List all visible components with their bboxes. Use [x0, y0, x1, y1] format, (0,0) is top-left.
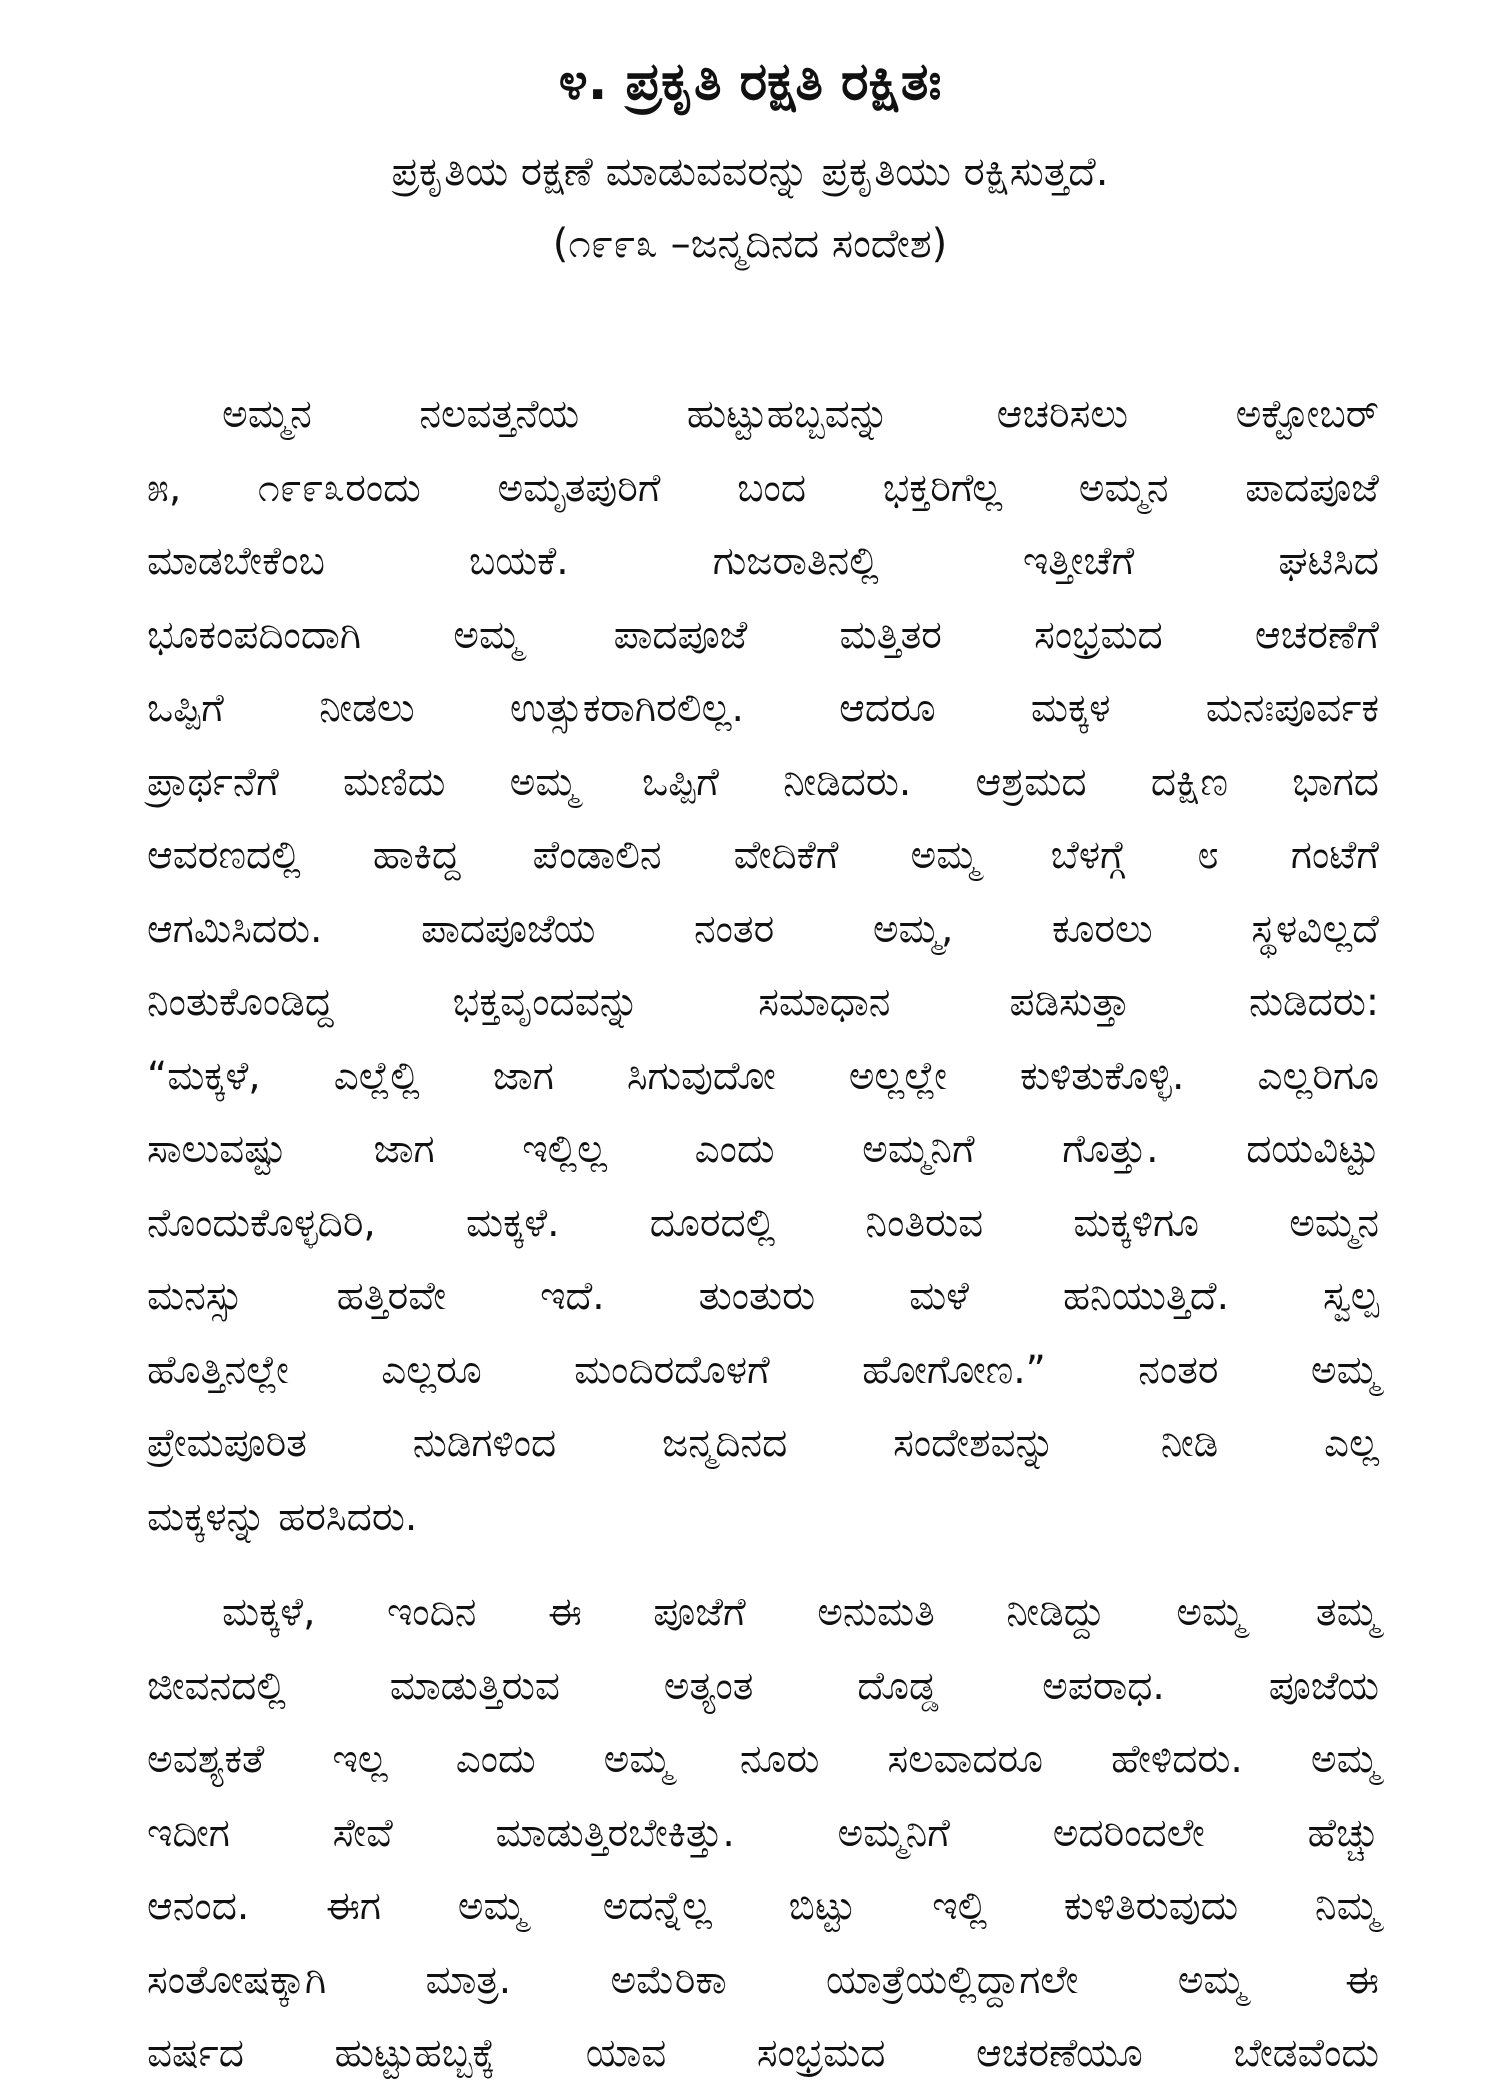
text-line: ಭೂಕಂಪದಿಂದಾಗಿ ಅಮ್ಮ ಪಾದಪೂಜೆ ಮತ್ತಿತರ ಸಂಭ್ರಮದ ಆಚರಣೆಗೆ: [147, 612, 1379, 658]
text-line: ೫, ೧೯೯೩ರಂದು ಅಮೃತಪುರಿಗೆ ಬಂದ ಭಕ್ತರಿಗೆಲ್ಲ ಅಮ್ಮನ ಪಾದಪೂಜೆ: [147, 465, 1379, 511]
text-line: ಮಾಡಬೇಕೆಂಬ ಬಯಕೆ. ಗುಜರಾತಿನಲ್ಲಿ ಇತ್ತೀಚೆಗೆ ಘಟಿಸಿದ: [147, 539, 1379, 584]
text-line: ನಿಂತುಕೊಂಡಿದ್ದ ಭಕ್ತವೃಂದವನ್ನು ಸಮಾಧಾನ ಪಡಿಸುತ್ತಾ ನುಡಿದರು:: [147, 980, 1379, 1025]
text-line: ಪ್ರಾರ್ಥನೆಗೆ ಮಣಿದು ಅಮ್ಮ ಒಪ್ಪಿಗೆ ನೀಡಿದರು. ಆಶ್ರಮದ ದಕ್ಷಿಣ ಭಾಗದ: [147, 759, 1379, 805]
chapter-subtitle: ಪ್ರಕೃತಿಯ ರಕ್ಷಣೆ ಮಾಡುವವರನ್ನು ಪ್ರಕೃತಿಯು ರಕ್ಷಿಸುತ್ತದೆ.: [391, 149, 1109, 195]
text-line: ವರ್ಷದ ಹುಟ್ಟುಹಬ್ಬಕ್ಕೆ ಯಾವ ಸಂಭ್ರಮದ ಆಚರಣೆಯೂ ಬೇಡವೆಂದು: [147, 2031, 1379, 2076]
body-text: [147, 378, 1379, 2091]
text-line: ಹೊತ್ತಿನಲ್ಲೇ ಎಲ್ಲರೂ ಮಂದಿರದೊಳಗೆ ಹೋಗೋಣ.” ನಂತರ ಅಮ್ಮ: [147, 1347, 1379, 1393]
chapter-occasion: (೧೯೯೩ –ಜನ್ಮದಿನದ ಸಂದೇಶ): [552, 221, 948, 267]
text-line: “ಮಕ್ಕಳೆ, ಎಲ್ಲೆಲ್ಲಿ ಜಾಗ ಸಿಗುವುದೋ ಅಲ್ಲಲ್ಲೇ ಕುಳಿತುಕೊಳ್ಳಿ. ಎಲ್ಲರಿಗೂ: [147, 1053, 1379, 1099]
chapter-title: ೪. ಪ್ರಕೃತಿ ರಕ್ಷತಿ ರಕ್ಷಿತಃ: [558, 52, 942, 112]
text-line: ಸಾಲುವಷ್ಟು ಜಾಗ ಇಲ್ಲಿಲ್ಲ ಎಂದು ಅಮ್ಮನಿಗೆ ಗೊತ್ತು. ದಯವಿಟ್ಟು: [147, 1127, 1379, 1172]
text-line: ಆಗಮಿಸಿದರು. ಪಾದಪೂಜೆಯ ನಂತರ ಅಮ್ಮ, ಕೂರಲು ಸ್ಥಳವಿಲ್ಲದೆ: [147, 906, 1379, 952]
text-line: ಪ್ರೇಮಪೂರಿತ ನುಡಿಗಳಿಂದ ಜನ್ಮದಿನದ ಸಂದೇಶವನ್ನು ನೀಡಿ ಎಲ್ಲ: [147, 1421, 1379, 1466]
text-line: ಮಕ್ಕಳನ್ನು ಹರಸಿದರು.: [147, 1494, 418, 1540]
text-line: ಸಂತೋಷಕ್ಕಾಗಿ ಮಾತ್ರ. ಅಮೆರಿಕಾ ಯಾತ್ರೆಯಲ್ಲಿದ್ದಾಗಲೇ ಅಮ್ಮ ಈ: [147, 1957, 1379, 2003]
text-line: ನೊಂದುಕೊಳ್ಳದಿರಿ, ಮಕ್ಕಳೆ. ದೂರದಲ್ಲಿ ನಿಂತಿರುವ ಮಕ್ಕಳಿಗೂ ಅಮ್ಮನ: [147, 1200, 1379, 1246]
text-line: ಅವಶ್ಯಕತೆ ಇಲ್ಲ ಎಂದು ಅಮ್ಮ ನೂರು ಸಲವಾದರೂ ಹೇಳಿದರು. ಅಮ್ಮ: [147, 1737, 1379, 1782]
text-line: ಮನಸ್ಸು ಹತ್ತಿರವೇ ಇದೆ. ತುಂತುರು ಮಳೆ ಹನಿಯುತ್ತಿದೆ. ಸ್ವಲ್ಪ: [147, 1274, 1379, 1319]
text-line: ಅಮ್ಮನ ನಲವತ್ತನೆಯ ಹುಟ್ಟುಹಬ್ಬವನ್ನು ಆಚರಿಸಲು ಅಕ್ಟೋಬರ್: [222, 392, 1379, 437]
text-line: ಒಪ್ಪಿಗೆ ನೀಡಲು ಉತ್ಸುಕರಾಗಿರಲಿಲ್ಲ. ಆದರೂ ಮಕ್ಕಳ ಮನಃಪೂರ್ವಕ: [147, 686, 1379, 731]
text-line: ಆವರಣದಲ್ಲಿ ಹಾಕಿದ್ದ ಪೆಂಡಾಲಿನ ವೇದಿಕೆಗೆ ಅಮ್ಮ ಬೆಳಗ್ಗೆ ೮ ಗಂಟೆಗೆ: [147, 833, 1379, 878]
text-line: ಇದೀಗ ಸೇವೆ ಮಾಡುತ್ತಿರಬೇಕಿತ್ತು. ಅಮ್ಮನಿಗೆ ಅದರಿಂದಲೇ ಹೆಚ್ಚು: [147, 1810, 1379, 1856]
text-line: ಆನಂದ. ಈಗ ಅಮ್ಮ ಅದನ್ನೆಲ್ಲ ಬಿಟ್ಟು ಇಲ್ಲಿ ಕುಳಿತಿರುವುದು ನಿಮ್ಮ: [147, 1884, 1379, 1929]
text-line: ಮಕ್ಕಳೆ, ಇಂದಿನ ಈ ಪೂಜೆಗೆ ಅನುಮತಿ ನೀಡಿದ್ದು ಅಮ್ಮ ತಮ್ಮ: [222, 1590, 1379, 1635]
text-line: ಜೀವನದಲ್ಲಿ ಮಾಡುತ್ತಿರುವ ಅತ್ಯಂತ ದೊಡ್ಡ ಅಪರಾಧ. ಪೂಜೆಯ: [147, 1663, 1379, 1709]
paragraph-gap: [147, 1554, 1379, 1576]
